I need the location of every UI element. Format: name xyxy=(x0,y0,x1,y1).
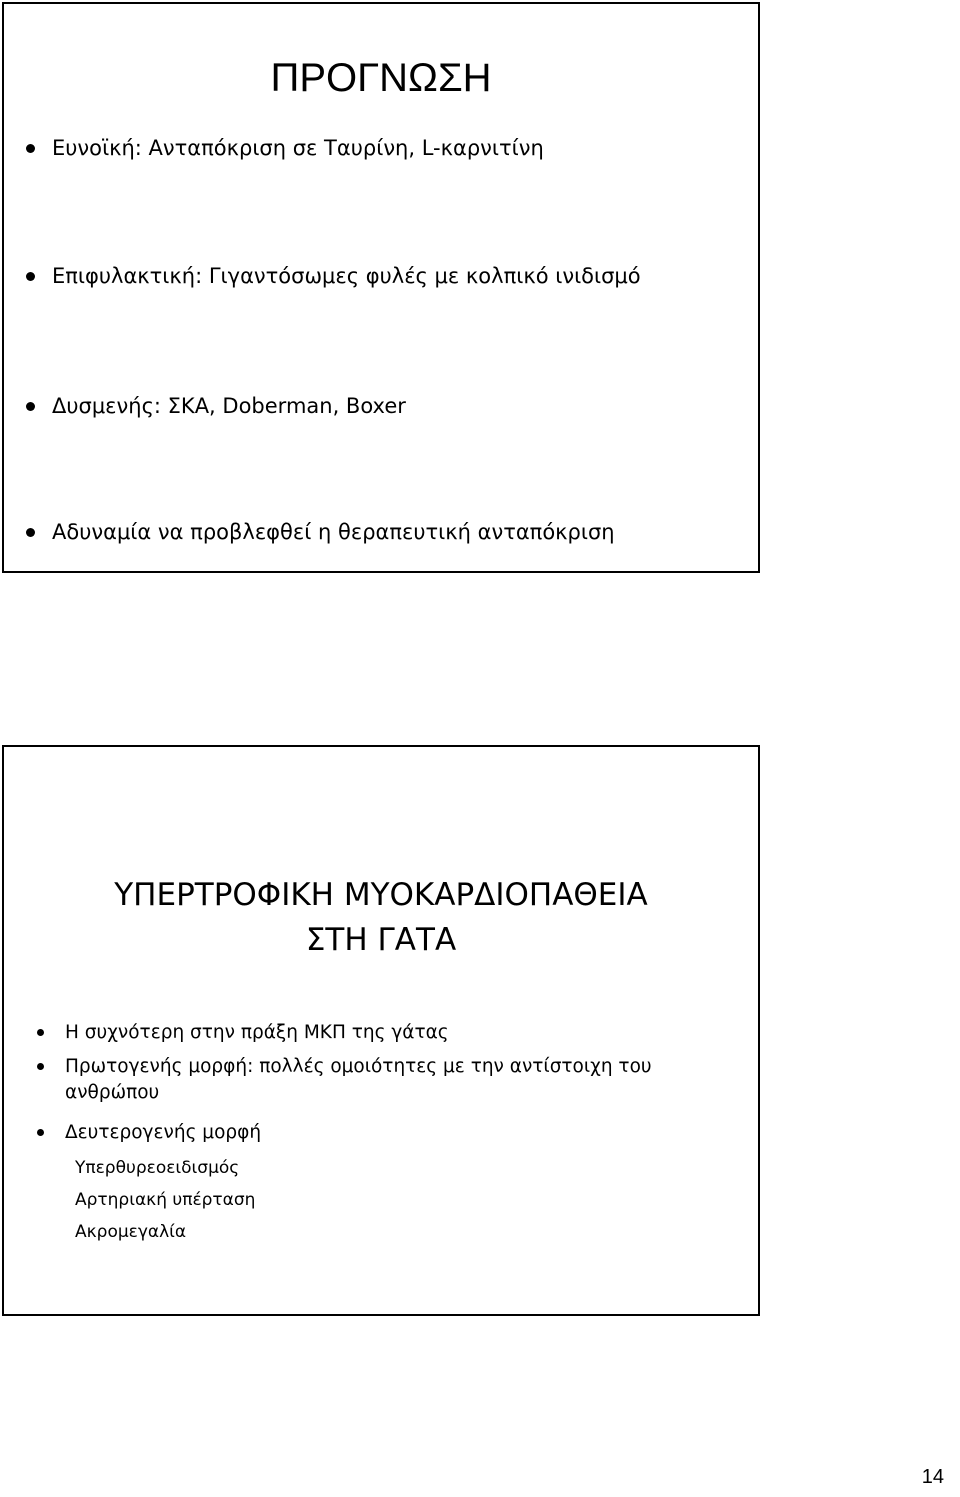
bullet-icon xyxy=(26,402,35,411)
slide-title: ΠΡΟΓΝΩΣΗ xyxy=(270,56,492,100)
slide-title-line1: ΥΠΕΡΤΡΟΦΙΚΗ ΜΥΟΚΑΡΔΙΟΠΑΘΕΙΑ xyxy=(114,877,648,913)
bullet-icon xyxy=(37,1063,44,1070)
bullet-text: Δυσμενής: ΣΚΑ, Doberman, Boxer xyxy=(52,394,406,418)
bullet-text: Επιφυλακτική: Γιγαντόσωμες φυλές με κολπικό ινιδισμό xyxy=(52,264,641,288)
slide-hypertrophic-cardiomyopathy xyxy=(2,745,760,1316)
bullet-icon xyxy=(37,1129,44,1136)
bullet-text: Η συχνότερη στην πράξη ΜΚΠ της γάτας xyxy=(65,1022,449,1043)
slide-prognosis xyxy=(2,2,760,573)
bullet-text: Ευνοϊκή: Ανταπόκριση σε Ταυρίνη, L-καρνιτίνη xyxy=(52,136,544,160)
slide-title-line2: ΣΤΗ ΓΑΤΑ xyxy=(305,922,457,958)
bullet-text: Πρωτογενής μορφή: πολλές ομοιότητες με την αντίστοιχη του ανθρώπου xyxy=(65,1056,652,1103)
bullet-icon xyxy=(26,144,35,153)
bullet-icon xyxy=(26,272,35,281)
sub-list-item: Αρτηριακή υπέρταση xyxy=(75,1190,256,1210)
sub-list-item: Ακρομεγαλία xyxy=(75,1222,187,1242)
bullet-icon xyxy=(26,528,35,537)
page-number: 14 xyxy=(921,1466,944,1488)
bullet-text: Δευτερογενής μορφή xyxy=(65,1122,262,1143)
bullet-text: Αδυναμία να προβλεφθεί η θεραπευτική ανταπόκριση xyxy=(52,520,615,544)
sub-list-item: Υπερθυρεοειδισμός xyxy=(75,1158,240,1178)
slide-title xyxy=(4,873,758,963)
bullet-icon xyxy=(37,1029,44,1036)
